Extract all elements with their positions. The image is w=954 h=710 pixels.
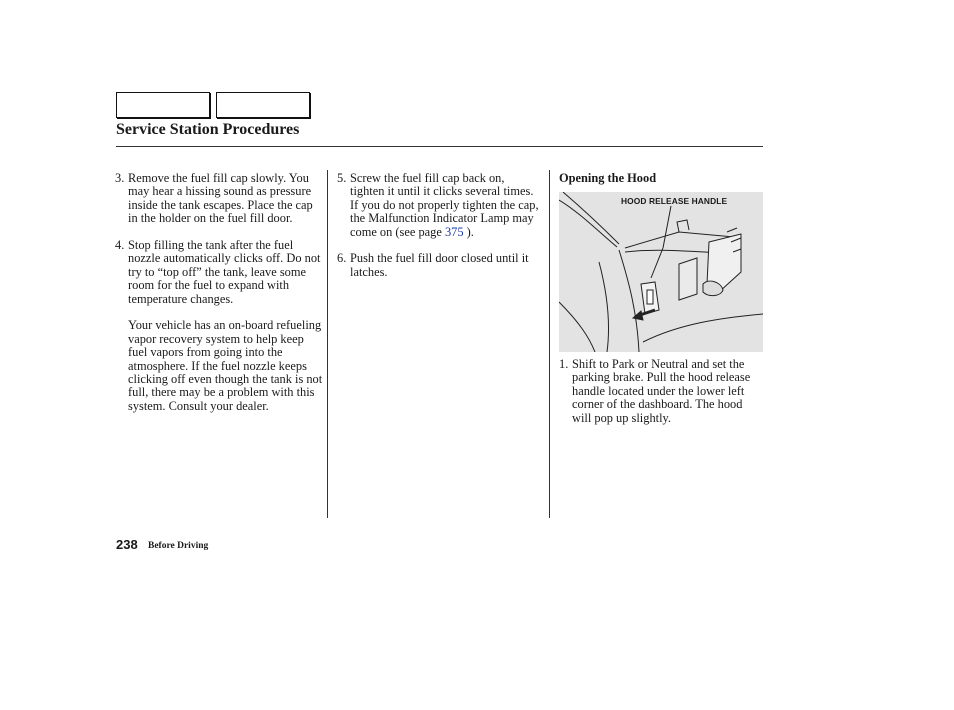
column-divider-2	[549, 170, 550, 518]
step-number: 5.	[337, 171, 347, 185]
step-text: Screw the fuel fill cap back on, tighten it until it clicks several times. If you do not properly tighten the cap, the Malfunction Indicator Lamp may come on (see page	[350, 171, 539, 239]
step-number: 3.	[115, 171, 125, 185]
column-3	[559, 172, 764, 185]
step-5	[337, 172, 539, 239]
column-3-steps	[559, 358, 764, 425]
hood-release-illustration	[559, 192, 763, 352]
step-text: Stop filling the tank after the fuel nozzle automatically clicks off. Do not try to “top off” the tank, leave some room for the fuel to expand with temperature changes.	[128, 238, 321, 306]
step-4	[115, 239, 323, 306]
column-2	[337, 172, 539, 279]
page-number: 238	[116, 537, 138, 552]
vapor-recovery-note: Your vehicle has an on-board refueling vapor recovery system to help keep fuel vapors from going into the atmosphere. If the fuel nozzle keeps clicking off even though the tank is not full, there may be a problem with this system. Consult your dealer.	[128, 318, 323, 413]
step-number: 6.	[337, 251, 347, 266]
step-number: 1.	[559, 357, 569, 371]
nav-button-previous[interactable]	[116, 92, 210, 118]
step-text: Shift to Park or Neutral and set the parking brake. Pull the hood release handle located under the lower left corner of the dashboard. The hood will pop up slightly.	[572, 357, 751, 425]
section-name: Before Driving	[148, 541, 209, 551]
title-rule	[116, 146, 763, 147]
dashboard-drawing	[559, 192, 763, 352]
step-1	[559, 358, 764, 425]
step-text: Remove the fuel fill cap slowly. You may hear a hissing sound as pressure inside the tank escapes. Place the cap in the holder on the fuel fill door.	[128, 171, 313, 226]
step-text-end: ).	[463, 224, 474, 239]
step-number: 4.	[115, 238, 125, 253]
column-divider-1	[327, 170, 328, 518]
step-text: Push the fuel fill door closed until it latches.	[350, 251, 529, 279]
page-link[interactable]: 375	[444, 224, 464, 239]
page-title: Service Station Procedures	[116, 121, 300, 138]
step-6	[337, 252, 539, 279]
section-heading: Opening the Hood	[559, 171, 657, 185]
figure-label: HOOD RELEASE HANDLE	[621, 196, 728, 206]
column-1	[115, 172, 323, 413]
step-3	[115, 172, 323, 226]
nav-button-next[interactable]	[216, 92, 310, 118]
